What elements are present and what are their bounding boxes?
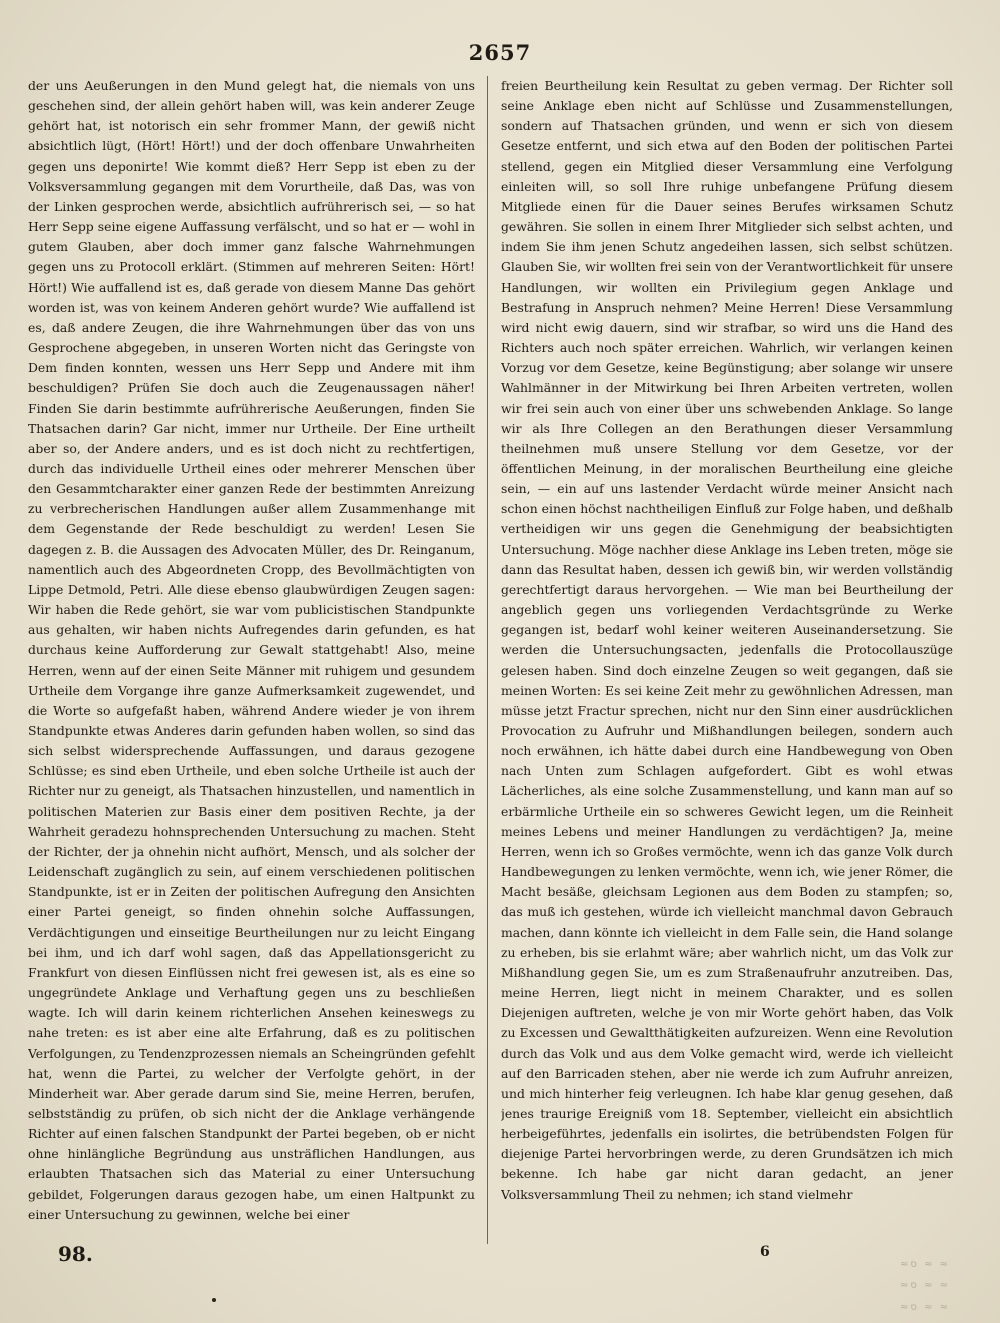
bleed-through-mark: ≈ס ≈ ≈ bbox=[900, 1302, 951, 1313]
bleed-through-mark: ≈ס ≈ ≈ bbox=[900, 1259, 951, 1270]
left-column-text: der uns Aeußerungen in den Mund gelegt hat, die niemals von uns geschehen sind, der allein gehört haben will, was kein anderer Zeuge gehört hat, ist notorisch ein sehr frommer Mann, der gewiß nicht absichtlich lügt, (Hört! Hört!) und der doch offenbare Unwahrheiten gegen uns deponirte! Wie kommt dieß? Herr Sepp ist eben zu der Volksversammlung gegangen mit dem Vorurtheile, daß Das, was von der Linken gesprochen werde, absichtlich aufrührerisch sei, — so hat Herr Sepp seine eigene Auffassung verfälscht, und so hat er — wohl in gutem Glauben, aber doch immer ganz falsche Wahrnehmungen gegen uns zu Protocoll erklärt. (Stimmen auf mehreren Seiten: Hört! Hört!) Wie auffallend ist es, daß gerade von diesem Manne Das gehört worden ist, was von keinem Anderen gehört wurde? Wie auffallend ist es, daß andere Zeugen, die ihre Wahrnehmungen über das von uns Gesprochene abgegeben, in unseren Worten nicht das Geringste von Dem finden konnten, wessen uns Herr Sepp und Andere mit ihm beschuldigen? Prüfen Sie doch auch die Zeugenaussagen näher! Finden Sie darin bestimmte aufrührerische Aeußerungen, finden Sie Thatsachen darin? Gar nicht, immer nur Urtheile. Der Eine urtheilt aber so, der Andere anders, und es ist doch nicht zu rechtfertigen, durch das individuelle Urtheil eines oder mehrerer Menschen über den Gesammtcharakter einer ganzen Rede der bestimmten Anreizung zu verbrecherischen Handlungen außer allem Zusammenhange mit dem Gegenstande der Rede beschuldigt zu werden! Lesen Sie dagegen z. B. die Aussagen des Advocaten Müller, des Dr. Reinganum, namentlich auch des Abgeordneten Cropp, des Bevollmächtigten von Lippe Detmold, Petri. Alle diese ebenso glaubwürdigen Zeugen sagen: Wir haben die Rede gehört, sie war vom publicistischen Standpunkte aus gehalten, wir haben nichts Aufregendes darin gefunden, es hat durchaus keine Aufforderung zur Gewalt stattgehabt! Also, meine Herren, wenn auf der einen Seite Männer mit ruhigem und gesundem Urtheile dem Vorgange ihre ganze Aufmerksamkeit zugewendet, und die Worte so aufgefaßt haben, während Andere wieder je von ihrem Standpunkte etwas Anderes darin gefunden haben wollen, so sind das sich selbst widersprechende Auffassungen, und daraus gezogene Schlüsse; es sind eben Urtheile, und eben solche Urtheile ist auch der Richter nur zu geneigt, als Thatsachen hinzustellen, und namentlich in politischen Materien zur Basis einer dem positiven Rechte, ja der Wahrheit geradezu hohnsprechenden Untersuchung zu machen. Steht der Richter, der ja ohnehin nicht aufhört, Mensch, und als solcher der Leidenschaft zugänglich zu sein, auf einem verschiedenen politischen Standpunkte, ist er in Zeiten der politischen Aufregung den Ansichten einer Partei geneigt, so finden ohnehin solche Auffassungen, Verdächtigungen und einseitige Beurtheilungen nur zu leicht Eingang bei ihm, und ich darf wohl sagen, daß das Appellationsgericht zu Frankfurt von diesen Einflüssen nicht frei gewesen ist, als es eine so ungegründete Anklage und Verhaftung gegen uns zu beschließen wagte. Ich will darin keinem richterlichen Ansehen keineswegs zu nahe treten: es ist aber eine alte Erfahrung, daß es zu politischen Verfolgungen, zu Tendenzprozessen niemals an Scheingründen gefehlt hat, wenn die Partei, zu welcher der Verfolgte gehört, in der Minderheit war. Aber gerade darum sind Sie, meine Herren, berufen, selbstständig zu prüfen, ob sich nicht der die Anklage verhängende Richter auf einen falschen Standpunkt der Partei begeben, ob er nicht ohne hinlängliche Begründung aus unsträflichen Handlungen, aus erlaubten Thatsachen sich das Material zu einer Untersuchung gebildet, Folgerungen daraus gezogen habe, um einen Haltpunkt zu einer Untersuchung zu gewinnen, welche bei einer bbox=[28, 78, 475, 1222]
bleed-through-mark: ≈ס ≈ ≈ bbox=[900, 1280, 951, 1291]
column-divider bbox=[487, 76, 488, 1244]
page-number: 2657 bbox=[468, 40, 532, 65]
ink-speck bbox=[212, 1298, 216, 1302]
left-column bbox=[28, 76, 475, 1244]
right-column-text: freien Beurtheilung kein Resultat zu geben vermag. Der Richter soll seine Anklage eben nicht auf Schlüsse und Zusammenstellungen, sondern auf Thatsachen gründen, und wenn er sich von diesem Gesetze entfernt, und sich etwa auf den Boden der politischen Partei stellend, gegen ein Mitglied dieser Versammlung eine Verfolgung einleiten will, so soll Ihre ruhige unbefangene Prüfung diesem Mitgliede einen für die Dauer seines Berufes wirksamen Schutz gewähren. Sie sollen in einem Ihrer Mitglieder sich selbst achten, und indem Sie ihm jenen Schutz angedeihen lassen, sich selbst schützen. Glauben Sie, wir wollten frei sein von der Verantwortlichkeit für unsere Handlungen, wir wollten ein Privilegium gegen Anklage und Bestrafung in Anspruch nehmen? Meine Herren! Diese Versammlung wird nicht ewig dauern, sind wir strafbar, so wird uns die Hand des Richters auch noch später erreichen. Wahrlich, wir verlangen keinen Vorzug vor dem Gesetze, keine Begünstigung; aber solange wir unsere Wahlmänner in der Mitwirkung bei Ihren Arbeiten vertreten, wollen wir frei sein auch von einer über uns schwebenden Anklage. So lange wir als Ihre Collegen an den Berathungen dieser Versammlung theilnehmen muß unsere Stellung vor dem Gesetze, vor der öffentlichen Meinung, in der moralischen Beurtheilung eine gleiche sein, — ein auf uns lastender Verdacht würde meiner Ansicht nach schon einen höchst nachtheiligen Einfluß zur Folge haben, und deßhalb vertheidigen wir uns gegen die Genehmigung der beabsichtigten Untersuchung. Möge nachher diese Anklage ins Leben treten, möge sie dann das Resultat haben, dessen ich gewiß bin, wir werden vollständig gerechtfertigt daraus hervorgehen. — Wie man bei Beurtheilung der angeblich gegen uns vorliegenden Verdachtsgründe zu Werke gegangen ist, bedarf wohl keiner weiteren Auseinandersetzung. Sie werden die Untersuchungsacten, jedenfalls die Protocollauszüge gelesen haben. Sind doch einzelne Zeugen so weit gegangen, daß sie meinen Worten: Es sei keine Zeit mehr zu gewöhnlichen Adressen, man müsse jetzt Fractur sprechen, nicht nur den Sinn einer ausdrücklichen Provocation zu Aufruhr und Mißhandlungen beilegen, sondern auch noch erwähnen, ich hätte dabei durch eine Handbewegung von Oben nach Unten zum Schlagen aufgefordert. Gibt es wohl etwas Lächerliches, als eine solche Zusammenstellung, und kann man auf so erbärmliche Urtheile ein so schweres Gewicht legen, um die Reinheit meines Lebens und meiner Handlungen zu verdächtigen? Ja, meine Herren, wenn ich so Großes vermöchte, wenn ich das ganze Volk durch Handbewegungen zu lenken vermöchte, wenn ich, wie jener Römer, die Macht besäße, gleichsam Legionen aus dem Boden zu stampfen; so, das muß ich gestehen, würde ich vielleicht manchmal davon Gebrauch machen, dann könnte ich vielleicht in dem Falle sein, die Hand solange zu erheben, bis sie erlahmt wäre; aber wahrlich nicht, um das Volk zur Mißhandlung gegen Sie, um es zum Straßenaufruhr anzutreiben. Das, meine Herren, liegt nicht in meinem Charakter, und es sollen Diejenigen auftreten, welche je von mir Worte gehört haben, das Volk zu Excessen und Gewaltthätigkeiten aufzureizen. Wenn eine Revolution durch das Volk und aus dem Volke gemacht wird, werde ich vielleicht auf den Barricaden stehen, aber nie werde ich zum Aufruhr anreizen, und mich hinterher feig verleugnen. Ich habe klar genug gesehen, daß jenes traurige Ereigniß vom 18. September, vielleicht ein absichtlich herbeigeführtes, jedenfalls ein isolirtes, die betrübendsten Folgen für diejenige Partei hervorbringen werde, zu deren Grundsätzen ich mich bekenne. Ich habe gar nicht daran gedacht, an jener Volksversammlung Theil zu nehmen; ich stand vielmehr bbox=[501, 78, 953, 1202]
right-column bbox=[501, 76, 953, 1244]
signature-number: 6 bbox=[760, 1244, 770, 1260]
sheet-number: 98. bbox=[58, 1242, 93, 1266]
